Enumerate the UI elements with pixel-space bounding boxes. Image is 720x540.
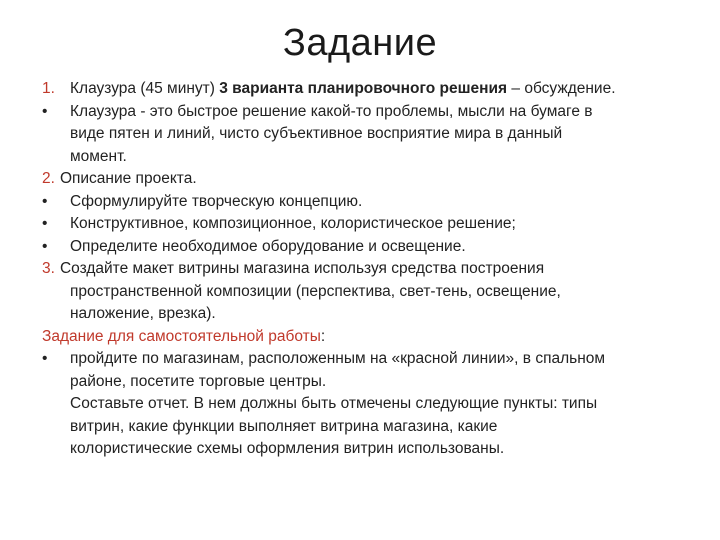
item-3-line-3: наложение, врезка). <box>70 305 216 322</box>
bullet-item-2 <box>42 191 702 214</box>
list-item-3 <box>42 258 702 281</box>
self-work-label: Задание для самостоятельной работы <box>42 327 321 345</box>
self-work-heading <box>42 326 702 349</box>
bullet-2-text: Сформулируйте творческую концепцию. <box>70 192 363 210</box>
item-1-part-c: – обсуждение. <box>507 80 616 97</box>
bullet-item-4 <box>42 236 702 259</box>
bullet-5-line-4: витрин, какие функции выполняет витрина магазина, какие <box>70 417 498 435</box>
bullet-5-line-3: Составьте отчет. В нем должны быть отмечены следующие пункты: типы <box>70 395 598 412</box>
item-number-3: 3. <box>42 260 55 277</box>
item-2-text: Описание проекта. <box>59 170 197 187</box>
bullet-1-text: Клаузура - это быстрое решение какой-то проблемы, мысли на бумаге в <box>70 102 593 120</box>
assignment-body <box>42 78 702 461</box>
bullet-3-text: Конструктивное, композиционное, колористическое решение; <box>70 215 516 232</box>
bullet-icon: • <box>42 102 48 120</box>
bullet-4-text: Определите необходимое оборудование и освещение. <box>70 237 466 255</box>
bullet-item-1 <box>42 101 702 124</box>
item-1-bold: 3 варианта планировочного решения <box>219 80 508 97</box>
item-number-2: 2. <box>42 170 55 187</box>
list-item-1 <box>42 78 702 101</box>
bullet-5-line-5: колористические схемы оформления витрин использованы. <box>70 440 505 457</box>
item-1-part-a: Клаузура (45 минут) <box>70 80 220 97</box>
list-item-2 <box>42 168 702 191</box>
bullet-icon: • <box>42 192 48 210</box>
bullet-icon: • <box>42 237 48 255</box>
bullet-1-line-2: виде пятен и линий, чисто субъективное восприятие мира в данный <box>70 125 563 142</box>
bullet-1-line-3: момент. <box>70 147 127 165</box>
page-title: Задание <box>282 22 438 64</box>
bullet-icon: • <box>42 350 48 367</box>
item-3-text: Создайте макет витрины магазина используя средства построения <box>59 260 545 277</box>
item-1-text <box>70 78 702 101</box>
bullet-item-3 <box>42 213 702 236</box>
item-number-1: 1. <box>42 80 55 97</box>
bullet-5-line-2: районе, посетите торговые центры. <box>70 372 327 390</box>
self-work-colon: : <box>320 327 326 345</box>
bullet-5-text: пройдите по магазинам, расположенным на «красной линии», в спальном <box>70 350 606 367</box>
bullet-item-5 <box>42 348 702 371</box>
item-3-line-2: пространственной композиции (перспектива, свет-тень, освещение, <box>70 282 561 300</box>
bullet-icon: • <box>42 215 48 232</box>
